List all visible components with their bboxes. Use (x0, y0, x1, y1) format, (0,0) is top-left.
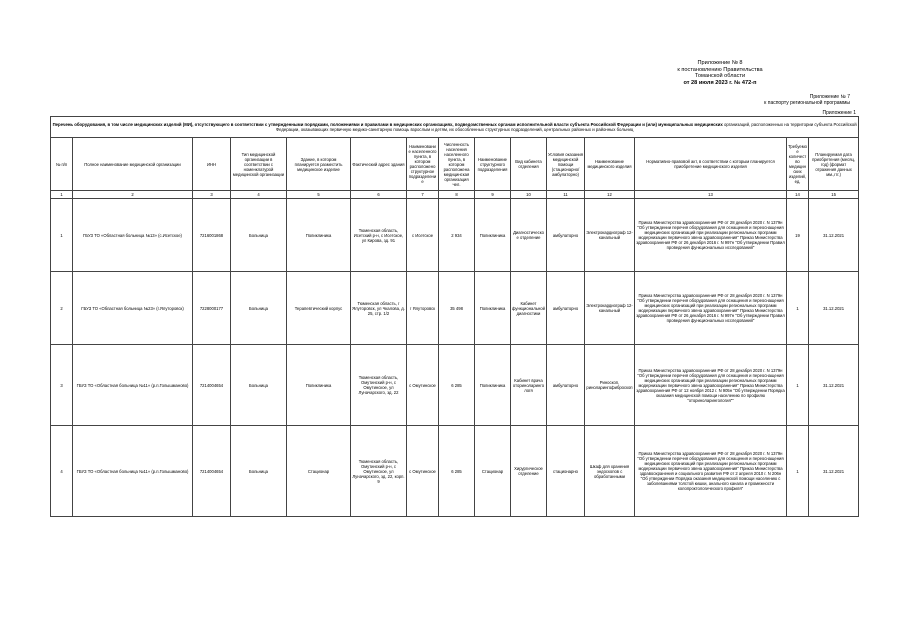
col-number: 14 (787, 191, 809, 199)
cell-num: 3 (51, 345, 73, 426)
col-number: 3 (193, 191, 231, 199)
col-number: 1 (51, 191, 73, 199)
cell-org: ГБУЗ ТО «Областная больница №13» (с.Исетское) (73, 199, 193, 272)
cell-num: 4 (51, 426, 73, 517)
cell-date: 31.12.2021 (809, 199, 859, 272)
header-type: Тип медицинской организации в соответствии с номенклатурой медицинской организации (231, 138, 287, 191)
table-header-row (51, 138, 859, 191)
header-cabinet: Вид кабинета отделения (511, 138, 547, 191)
cell-population: 6 285 (439, 426, 475, 517)
header-population: Численность населения населенного пункта, в котором расположена медицинская организация чел. (439, 138, 475, 191)
cell-date: 31.12.2021 (809, 272, 859, 345)
col-number: 6 (351, 191, 407, 199)
cell-settlement: с Омутинское (407, 426, 439, 517)
cell-qty: 19 (787, 199, 809, 272)
header-conditions: Условия оказания медицинской помощи (стационарно/амбулаторно) (547, 138, 585, 191)
cell-device: Электрокардиограф 12-канальный (585, 199, 635, 272)
column-numbers-row (51, 191, 859, 199)
col-number: 15 (809, 191, 859, 199)
cell-unit: Поликлиника (475, 345, 511, 426)
cell-address: Тюменская область, г Ялуторовск, ул Чкалова, д. 25, стр. 1/2 (351, 272, 407, 345)
cell-conditions: амбулаторно (547, 199, 585, 272)
header-act: Нормативно-правовой акт, в соответствии с которым планируется приобретение медицинского изделия (635, 138, 787, 191)
table-title (51, 117, 859, 138)
header-date: Планируемая дата приобретения (месяц, год) (формат отражения данных мм.,ггг.) (809, 138, 859, 191)
cell-population: 35 498 (439, 272, 475, 345)
appendix-line-4: от 28 июля 2023 г. № 472-п (683, 79, 757, 86)
appendix-line-2: к постановлению Правительства (677, 66, 763, 73)
header-org: Полное наименование медицинской организации (73, 138, 193, 191)
cell-act: Приказ Министерства здравоохранения РФ от 28 декабря 2020 г. N 1379н "Об утверждении перечня оборудования для оснащения и переоснащения медицинских организаций при реализации региональных программ модернизации первичного звена здравоохранения" Приказ Министерства здравоохранения РФ от 26 декабря 2016 г. N 997н "Об утверждении Правил проведения функциональных исследований" (635, 199, 787, 272)
equipment-table (50, 116, 859, 517)
cell-address: Тюменская область, Омутинский р-н, с Омутинское, ул Луначарского, зд. 22, корп. 9 (351, 426, 407, 517)
cell-population: 2 934 (439, 199, 475, 272)
cell-device: Риноскоп, риноларингофиброскоп (585, 345, 635, 426)
col-number: 7 (407, 191, 439, 199)
appendix2-line-1: Приложение № 7 (809, 94, 850, 100)
cell-settlement: г Ялуторовск (407, 272, 439, 345)
header-qty: Требуемое количество медицинских изделий, ед. (787, 138, 809, 191)
col-number: 8 (439, 191, 475, 199)
cell-inn: 7228000177 (193, 272, 231, 345)
cell-building: Терапевтический корпус (287, 272, 351, 345)
cell-building: Стационар (287, 426, 351, 517)
cell-building: Поликлиника (287, 345, 351, 426)
header-unit: Наименование структурного подразделения (475, 138, 511, 191)
cell-type: Больница (231, 426, 287, 517)
cell-qty: 1 (787, 426, 809, 517)
col-number: 2 (73, 191, 193, 199)
appendix-header (640, 60, 800, 86)
header-building: Здание, в котором планируется разместить медицинское изделие (287, 138, 351, 191)
table-row (51, 199, 859, 272)
cell-inn: 7214004654 (193, 426, 231, 517)
appendix2-line-2: к паспорту региональной программы (764, 100, 850, 106)
cell-address: Тюменская область, Исетский р-н, с Исетское, ул Кирова, зд. 91 (351, 199, 407, 272)
cell-device: Электрокардиограф 12-канальный (585, 272, 635, 345)
col-number: 13 (635, 191, 787, 199)
cell-date: 31.12.2021 (809, 345, 859, 426)
cell-act: Приказ Министерства здравоохранения РФ от 28 декабря 2020 г. N 1379н "Об утверждении перечня оборудования для оснащения и переоснащения медицинских организаций при реализации региональных программ модернизации первичного звена здравоохранения" Приказ Министерства здравоохранения РФ от 26 декабря 2016 г. N 997н "Об утверждении Правил проведения функциональных исследований" (635, 272, 787, 345)
table-row (51, 426, 859, 517)
cell-conditions: амбулаторно (547, 345, 585, 426)
cell-cabinet: Диагностическое отделение (511, 199, 547, 272)
cell-cabinet: Кабинет врача оториноларингологя (511, 345, 547, 426)
appendix-line-1: Приложение № 8 (697, 60, 743, 66)
cell-num: 2 (51, 272, 73, 345)
cell-device: Шкаф для хранения эндоскопов с обработанными (585, 426, 635, 517)
cell-cabinet: Хирургическое отделение (511, 426, 547, 517)
appendix-7-header (690, 94, 850, 106)
col-number: 12 (585, 191, 635, 199)
table-row (51, 272, 859, 345)
cell-unit: Стационар (475, 426, 511, 517)
col-number: 11 (547, 191, 585, 199)
cell-conditions: стационарно (547, 426, 585, 517)
cell-conditions: амбулаторно (547, 272, 585, 345)
cell-building: Поликлиника (287, 199, 351, 272)
cell-inn: 7214004654 (193, 345, 231, 426)
table-row (51, 345, 859, 426)
cell-settlement: с Исетское (407, 199, 439, 272)
cell-type: Больница (231, 272, 287, 345)
col-number: 5 (287, 191, 351, 199)
attachment-1-label: Приложение 1 (822, 110, 856, 116)
cell-settlement: с Омутинское (407, 345, 439, 426)
cell-act: Приказ Министерства здравоохранения РФ от 28 декабря 2020 г. N 1379н "Об утверждении перечня оборудования для оснащения и переоснащения медицинских организаций при реализации региональных программ модернизации первичного звена здравоохранения" Приказ Министерства здравоохранения и социального развития РФ от 2 апреля 2010 г. N 206н "Об утверждении Порядка оказания медицинской помощи населению с заболеваниями толстой кишки, анального канала и промежности колопроктологического профиля" (635, 426, 787, 517)
cell-inn: 7216001868 (193, 199, 231, 272)
cell-org: ГБУЗ ТО «Областная больница №11» (р.п.Голышманово) (73, 426, 193, 517)
header-address: Фактический адрес здания (351, 138, 407, 191)
col-number: 4 (231, 191, 287, 199)
header-settlement: Наименование населенного пункта, в котором расположено структурное подразделение (407, 138, 439, 191)
header-device: Наименование медицинского изделия (585, 138, 635, 191)
cell-num: 1 (51, 199, 73, 272)
cell-date: 31.12.2021 (809, 426, 859, 517)
cell-org: ГБУЗ ТО «Областная больница №23» (г.Ялуторовск) (73, 272, 193, 345)
appendix-line-3: Томанской области (694, 73, 746, 80)
cell-type: Больница (231, 199, 287, 272)
cell-qty: 1 (787, 272, 809, 345)
cell-unit: Поликлиника (475, 199, 511, 272)
table-title-rest: организаций, расположенных на территории субъекта Российской Федерации, оказывающих первичную медико-санитарную помощь взрослым и детям, их обособленных структурных подразделений, центральных районных и районных больниц (275, 121, 857, 132)
cell-population: 6 285 (439, 345, 475, 426)
col-number: 9 (475, 191, 511, 199)
cell-act: Приказ Министерства здравоохранения РФ от 28 декабря 2020 г. N 1379н "Об утверждении перечня оборудования для оснащения и переоснащения медицинских организаций при реализации региональных программ модернизации первичного звена здравоохранения" Приказ Министерства здравоохранения РФ от 12 ноября 2012 г. N 905н "Об утверждении Порядка оказания медицинской помощи населению по профилю "оториноларингология"" (635, 345, 787, 426)
table-title-bold: Перечень оборудования, в том числе медицинских изделий (МИ), отсутствующего в соответствии с утвержденными порядками, положениями и правилами в медицинских организациях, подведомственных органам исполнительной власти субъекта Российской Федерации и (или) муниципальных медицинских (52, 121, 723, 127)
header-inn: ИНН (193, 138, 231, 191)
col-number: 10 (511, 191, 547, 199)
cell-cabinet: Кабинет функциональной диагностики (511, 272, 547, 345)
cell-qty: 1 (787, 345, 809, 426)
cell-unit: Поликлиника (475, 272, 511, 345)
header-num: № п/п (51, 138, 73, 191)
cell-type: Больница (231, 345, 287, 426)
cell-address: Тюменская область, Омутинский р-н, с Омутинское, ул Луначарского, зд. 22 (351, 345, 407, 426)
cell-org: ГБУЗ ТО «Областная больница №11» (р.п.Голышманово) (73, 345, 193, 426)
